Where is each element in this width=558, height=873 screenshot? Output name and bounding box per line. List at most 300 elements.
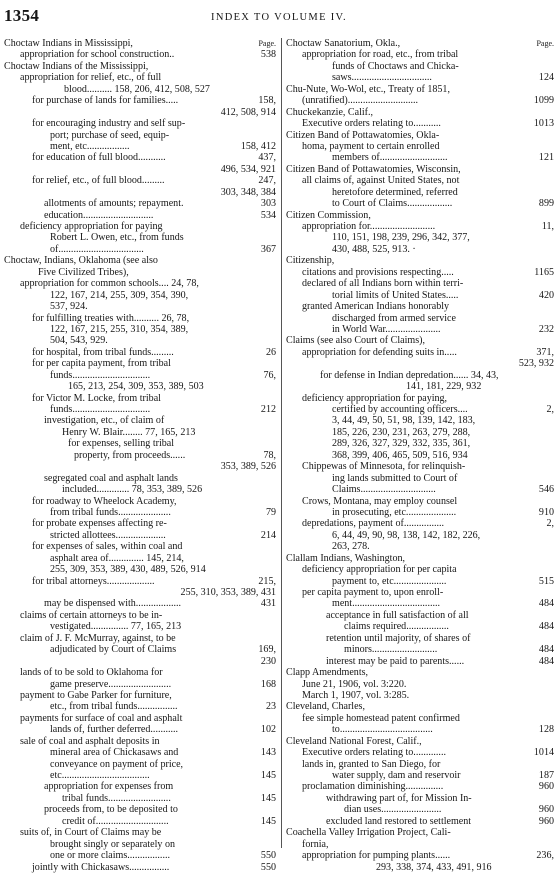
index-entry-line	[4, 221, 276, 232]
entry-text: claims of certain attorneys to be in-	[20, 609, 163, 621]
index-entry-line	[286, 576, 554, 587]
index-entry-line	[286, 95, 554, 106]
entry-text: segregated coal and asphalt lands	[44, 472, 178, 484]
entry-text: lands of to be sold to Oklahoma for	[20, 667, 163, 679]
index-entry-line	[4, 461, 276, 472]
page-reference: 515	[538, 575, 554, 587]
entry-text: allotments of amounts; repayment.	[44, 198, 184, 210]
entry-text: stricted allottees....................	[50, 529, 166, 541]
page-reference: 546	[538, 484, 554, 496]
entry-text: Choctaw Indians of the Mississippi,	[4, 60, 149, 72]
index-entry-line	[4, 701, 276, 712]
page-reference: 124	[538, 72, 554, 84]
entry-text: brought singly or separately on	[50, 838, 176, 850]
index-entry-line	[286, 324, 554, 335]
entry-text: for hospital, from tribal funds.........	[32, 346, 174, 358]
entry-text: in prosecuting, etc....................	[332, 506, 457, 518]
entry-text: depredations, payment of................	[302, 518, 445, 530]
entry-text: members of...........................	[332, 152, 448, 164]
index-entry-line	[4, 255, 276, 266]
index-entry-line	[4, 541, 276, 552]
index-entry-line	[286, 427, 554, 438]
entry-text: to.....................................	[332, 724, 433, 736]
entry-text: appropriation for expenses from	[44, 781, 174, 793]
page-reference: 145	[260, 770, 276, 781]
index-entry-line	[286, 473, 554, 484]
entry-text: for purchase of lands for families.....	[32, 95, 179, 107]
entry-text: claims required.................	[344, 621, 449, 633]
index-column-right	[286, 38, 554, 873]
index-entry-line	[4, 518, 276, 529]
index-entry-line	[4, 816, 276, 827]
index-entry-line	[286, 49, 554, 60]
page-reference: 484	[538, 655, 554, 667]
page-reference: 538	[260, 49, 276, 61]
page-reference: 960	[538, 781, 554, 793]
index-entry-line	[4, 644, 276, 655]
entry-text: appropriation for common schools.... 24, 78,	[20, 278, 199, 290]
index-entry-line	[4, 759, 276, 770]
page-reference: 214	[260, 529, 276, 541]
index-entry-line	[286, 793, 554, 804]
entry-text: game preserve.........................	[50, 678, 172, 690]
entry-text: etc...................................	[50, 770, 150, 781]
entry-text: 122, 167, 214, 255, 309, 354, 390,	[50, 289, 189, 301]
page-reference: 484	[538, 598, 554, 610]
entry-text: minors..........................	[344, 644, 438, 656]
index-entry-line	[4, 839, 276, 850]
entry-text: homa, payment to certain enrolled	[302, 140, 440, 152]
index-entry-line	[286, 736, 554, 747]
page-reference: 11,	[541, 221, 554, 232]
index-entry-line	[4, 370, 276, 381]
entry-text: proceeds from, to be deposited to	[44, 804, 178, 816]
index-entry-line	[4, 404, 276, 415]
entry-text: Executive orders relating to...........	[302, 118, 441, 130]
page-reference: 187	[538, 770, 554, 781]
index-entry-line	[4, 553, 276, 564]
entry-text: Citizen Band of Pottawatomies, Wisconsin,	[286, 163, 461, 175]
entry-text: in World War......................	[332, 323, 441, 335]
index-entry-line	[286, 381, 554, 392]
page-reference: 255, 310, 353, 389, 431	[180, 587, 276, 598]
index-entry-line	[4, 210, 276, 221]
entry-text: Chuckekanzie, Calif.,	[286, 106, 374, 118]
index-entry-line	[4, 38, 276, 49]
page-reference: 2,	[546, 518, 554, 530]
page-reference: 353, 389, 526	[220, 461, 276, 473]
index-entry-line	[4, 862, 276, 873]
page-reference: 899	[538, 198, 554, 210]
entry-text: funds of Choctaws and Chicka-	[332, 60, 459, 72]
index-entry-line	[286, 38, 554, 49]
entry-text: appropriation for school construction..	[20, 49, 175, 61]
index-entry-line	[286, 107, 554, 118]
entry-text: declared of all Indians born within terri-	[302, 278, 464, 290]
entry-text: Robert L. Owen, etc., from funds	[50, 232, 184, 244]
index-entry-line	[286, 484, 554, 495]
page-column-heading: Page.	[536, 39, 554, 48]
entry-text: certified by accounting officers....	[332, 404, 468, 415]
page-reference: 303	[260, 198, 276, 210]
entry-text: acceptance in full satisfaction of all	[326, 609, 469, 621]
entry-text: Choctaw Indians in Mississippi,	[4, 38, 133, 49]
entry-text: per capita payment to, upon enroll-	[302, 587, 444, 598]
entry-text: investigation, etc., of claim of	[44, 415, 165, 427]
entry-text: 122, 167, 215, 255, 310, 354, 389,	[50, 323, 189, 335]
index-entry-line	[286, 72, 554, 83]
index-entry-line	[286, 255, 554, 266]
entry-text: Citizen Band of Pottawatomies, Okla-	[286, 129, 440, 141]
entry-text: citations and provisions respecting.....	[302, 266, 454, 278]
entry-text: of..................................	[50, 243, 144, 255]
index-entry-line	[286, 713, 554, 724]
index-entry-line	[4, 324, 276, 335]
entry-text: Citizenship,	[286, 255, 335, 267]
entry-text: appropriation for pumping plants......	[302, 850, 451, 862]
entry-text: blood.......... 158, 206, 412, 508, 527	[64, 83, 210, 95]
entry-text: all claims of, against United States, not	[302, 175, 460, 187]
entry-text: discharged from armed service	[332, 312, 456, 324]
entry-text: 141, 181, 229, 932	[406, 381, 482, 393]
page-reference: 371,	[536, 346, 554, 358]
entry-text: Clallam Indians, Washington,	[286, 552, 405, 564]
index-entry-line	[286, 267, 554, 278]
index-entry-line	[4, 267, 276, 278]
page-header	[0, 4, 558, 28]
index-entry-line	[286, 679, 554, 690]
entry-text: Five Civilized Tribes),	[38, 266, 129, 278]
page-reference: 523, 932	[518, 358, 554, 370]
index-entry-line	[286, 759, 554, 770]
entry-text: for encouraging industry and self sup-	[32, 118, 186, 130]
entry-text: Cleveland National Forest, Calif.,	[286, 735, 422, 747]
entry-text: fee simple homestead patent confirmed	[302, 712, 460, 724]
page-reference: 145	[260, 815, 276, 827]
index-entry-line	[286, 496, 554, 507]
index-entry-line	[286, 450, 554, 461]
index-entry-line	[4, 187, 276, 198]
page-reference: 420	[538, 289, 554, 301]
entry-text: saws................................	[332, 72, 432, 84]
index-entry-line	[4, 610, 276, 621]
index-entry-line	[4, 118, 276, 129]
page-reference: 215,	[258, 575, 276, 587]
page-reference: 26	[265, 346, 276, 358]
index-entry-line	[286, 770, 554, 781]
entry-text: payment to Gabe Parker for furniture,	[20, 689, 172, 701]
entry-text: etc., from tribal funds................	[50, 701, 178, 713]
page-reference: 550	[260, 861, 276, 873]
entry-text: mineral area of Chickasaws and	[50, 747, 179, 759]
page-number: 1354	[4, 6, 40, 25]
page-reference: 431	[260, 598, 276, 610]
page-reference: 484	[538, 644, 554, 656]
index-entry-line	[4, 301, 276, 312]
page-reference: 1165	[534, 266, 554, 278]
index-entry-line	[286, 290, 554, 301]
entry-text: Chu-Nute, Wo-Wol, etc., Treaty of 1851,	[286, 83, 450, 95]
index-entry-line	[4, 793, 276, 804]
page-reference: 158,	[258, 95, 276, 107]
entry-text: June 21, 1906, vol. 3:220.	[302, 678, 407, 690]
entry-text: jointly with Chickasaws................	[32, 861, 170, 873]
entry-text: education............................	[44, 209, 154, 221]
index-entry-line	[286, 656, 554, 667]
entry-text: deficiency appropriation for paying,	[302, 392, 448, 404]
index-entry-line	[286, 553, 554, 564]
index-entry-line	[4, 278, 276, 289]
entry-text: Citizen Commission,	[286, 209, 371, 221]
index-entry-line	[4, 507, 276, 518]
page-reference: 303, 348, 384	[220, 186, 276, 198]
entry-text: 110, 151, 198, 239, 296, 342, 377,	[332, 232, 470, 244]
entry-text: payments for surface of coal and asphalt	[20, 712, 183, 724]
index-entry-line	[4, 690, 276, 701]
page-reference: 412, 508, 914	[220, 106, 276, 118]
entry-text: Choctaw, Indians, Oklahoma (see also	[4, 255, 158, 267]
index-entry-line	[4, 667, 276, 678]
index-entry-line	[4, 598, 276, 609]
entry-text: conveyance on payment of price,	[50, 758, 184, 770]
entry-text: 165, 213, 254, 309, 353, 389, 503	[68, 381, 204, 393]
index-entry-line	[4, 656, 276, 667]
index-entry-line	[286, 141, 554, 152]
index-entry-line	[4, 232, 276, 243]
index-entry-line	[4, 724, 276, 735]
index-entry-line	[4, 313, 276, 324]
index-entry-line	[4, 198, 276, 209]
page-reference: 960	[538, 804, 554, 816]
entry-text: lands in, granted to San Diego, for	[302, 758, 441, 770]
index-entry-line	[286, 701, 554, 712]
entry-text: 3, 44, 49, 50, 51, 98, 139, 142, 183,	[332, 415, 476, 427]
index-entry-line	[4, 427, 276, 438]
index-entry-line	[4, 438, 276, 449]
entry-text: funds...............................	[50, 369, 151, 381]
index-entry-line	[4, 576, 276, 587]
column-divider	[281, 38, 282, 848]
index-entry-line	[286, 198, 554, 209]
entry-text: Henry W. Blair........ 77, 165, 213	[62, 426, 196, 438]
entry-text: Executive orders relating to.............	[302, 747, 446, 759]
entry-text: payment to, etc.....................	[332, 575, 447, 587]
index-entry-line	[286, 827, 554, 838]
entry-text: Clapp Amendments,	[286, 667, 369, 679]
index-entry-line	[4, 347, 276, 358]
index-entry-line	[4, 84, 276, 95]
index-entry-line	[286, 61, 554, 72]
index-column-left	[4, 38, 276, 873]
index-entry-line	[4, 633, 276, 644]
index-entry-line	[286, 415, 554, 426]
entry-text: included............. 78, 353, 389, 526	[62, 484, 203, 496]
page-reference: 78,	[263, 449, 276, 461]
entry-text: Crows, Montana, may employ counsel	[302, 495, 458, 507]
page-reference: 496, 534, 921	[220, 163, 276, 175]
index-entry-line	[286, 564, 554, 575]
index-entry-line	[4, 587, 276, 598]
entry-text: appropriation for relief, etc., of full	[20, 72, 162, 84]
entry-text: excluded land restored to settlement	[326, 815, 472, 827]
index-entry-line	[286, 187, 554, 198]
running-title: INDEX TO VOLUME IV.	[211, 12, 347, 23]
index-entry-line	[4, 827, 276, 838]
entry-text: water supply, dam and reservoir	[332, 770, 461, 781]
page-column-heading: Page.	[258, 39, 276, 48]
page-reference: 960	[538, 815, 554, 827]
entry-text: 289, 326, 327, 329, 332, 335, 361,	[332, 438, 471, 450]
page-reference: 145	[260, 792, 276, 804]
index-entry-line	[4, 804, 276, 815]
page-reference: 437,	[258, 152, 276, 164]
page-reference: 367	[260, 243, 276, 255]
entry-text: ment...................................	[332, 598, 440, 610]
entry-text: deficiency appropriation for paying	[20, 221, 163, 232]
entry-text: appropriation for defending suits in.....	[302, 346, 457, 358]
index-entry-line	[286, 667, 554, 678]
index-entry-line	[286, 816, 554, 827]
index-entry-line	[286, 781, 554, 792]
entry-text: appropriation for road, etc., from tribal	[302, 49, 459, 61]
index-entry-line	[286, 747, 554, 758]
entry-text: for education of full blood...........	[32, 152, 166, 164]
entry-text: for Victor M. Locke, from tribal	[32, 392, 161, 404]
entry-text: for expenses of sales, within coal and	[32, 541, 183, 553]
entry-text: may be dispensed with..................	[44, 598, 182, 610]
entry-text: one or more claims.................	[50, 850, 170, 862]
entry-text: Claims (see also Court of Claims),	[286, 335, 425, 347]
index-entry-line	[286, 244, 554, 255]
entry-text: dian uses........................	[344, 804, 442, 816]
entry-text: for expenses, selling tribal	[68, 438, 175, 450]
entry-text: for relief, etc., of full blood.........	[32, 175, 165, 187]
entry-text: fornia,	[302, 838, 329, 850]
entry-text: 255, 309, 353, 389, 430, 489, 526, 914	[50, 564, 206, 576]
page-reference: 121	[538, 152, 554, 164]
index-entry-line	[4, 473, 276, 484]
index-entry-line	[286, 210, 554, 221]
page-reference: 169,	[258, 644, 276, 656]
entry-text: credit of.............................	[62, 815, 169, 827]
index-entry-line	[286, 438, 554, 449]
entry-text: 430, 488, 525, 913. ·	[332, 243, 416, 255]
page-reference: 550	[260, 850, 276, 862]
entry-text: 368, 399, 406, 465, 509, 516, 934	[332, 449, 468, 461]
index-entry-line	[4, 747, 276, 758]
index-entry-line	[4, 61, 276, 72]
index-entry-line	[286, 621, 554, 632]
index-entry-line	[4, 621, 276, 632]
entry-text: funds...............................	[50, 404, 151, 415]
index-entry-line	[4, 290, 276, 301]
index-entry-line	[286, 804, 554, 815]
entry-text: for roadway to Wheelock Academy,	[32, 495, 177, 507]
entry-text: 263, 278.	[332, 541, 370, 553]
entry-text: 293, 338, 374, 433, 491, 916	[376, 861, 492, 873]
index-entry-line	[4, 530, 276, 541]
index-entry-line	[4, 152, 276, 163]
index-entry-line	[286, 518, 554, 529]
index-entry-line	[286, 84, 554, 95]
index-entry-line	[4, 393, 276, 404]
page-reference: 23	[265, 701, 276, 713]
entry-text: claim of J. F. McMurray, against, to be	[20, 632, 176, 644]
entry-text: to Court of Claims..................	[332, 198, 453, 210]
entry-text: from tribal funds.....................	[50, 506, 171, 518]
index-entry-line	[286, 839, 554, 850]
entry-text: adjudicated by Court of Claims	[50, 644, 177, 656]
entry-text: retention until majority, of shares of	[326, 632, 471, 644]
index-entry-line	[286, 507, 554, 518]
entry-text: March 1, 1907, vol. 3:285.	[302, 689, 410, 701]
index-entry-line	[4, 736, 276, 747]
page-reference: 128	[538, 724, 554, 736]
index-entry-line	[4, 713, 276, 724]
entry-text: Claims..............................	[332, 484, 436, 496]
entry-text: for per capita payment, from tribal	[32, 358, 171, 370]
page-reference: 236,	[536, 850, 554, 862]
entry-text: for tribal attorneys...................	[32, 575, 155, 587]
index-entry-line	[4, 72, 276, 83]
entry-text: (unratified)............................	[302, 95, 419, 107]
index-entry-line	[286, 232, 554, 243]
entry-text: 185, 226, 230, 231, 263, 279, 288,	[332, 426, 471, 438]
index-entry-line	[4, 358, 276, 369]
entry-text: 537, 924.	[50, 301, 88, 313]
index-entry-line	[4, 564, 276, 575]
index-entry-line	[4, 781, 276, 792]
index-entry-line	[286, 347, 554, 358]
page-reference: 232	[538, 323, 554, 335]
entry-text: ment, etc.................	[50, 140, 130, 152]
index-entry-line	[286, 610, 554, 621]
index-entry-line	[286, 370, 554, 381]
index-entry-line	[286, 118, 554, 129]
entry-text: interest may be paid to parents......	[326, 655, 465, 667]
index-entry-line	[286, 530, 554, 541]
entry-text: appropriation for..........................	[302, 221, 436, 232]
index-entry-line	[4, 415, 276, 426]
entry-text: torial limits of United States.....	[332, 289, 459, 301]
index-entry-line	[286, 587, 554, 598]
index-entry-line	[286, 724, 554, 735]
index-entry-line	[4, 770, 276, 781]
index-entry-line	[286, 358, 554, 369]
index-entry-line	[4, 496, 276, 507]
entry-text: 6, 44, 49, 90, 98, 138, 142, 182, 226,	[332, 529, 481, 541]
index-entry-line	[286, 461, 554, 472]
index-entry-line	[286, 278, 554, 289]
page-reference: 168	[260, 678, 276, 690]
index-entry-line	[286, 690, 554, 701]
index-entry-line	[4, 95, 276, 106]
entry-text: Choctaw Sanatorium, Okla.,	[286, 38, 401, 49]
index-entry-line	[4, 130, 276, 141]
index-entry-line	[286, 335, 554, 346]
page-reference: 247,	[258, 175, 276, 187]
entry-text: property, from proceeds......	[74, 449, 186, 461]
index-entry-line	[286, 175, 554, 186]
page-reference: 1013	[533, 118, 554, 130]
index-entry-line	[286, 541, 554, 552]
index-entry-line	[286, 130, 554, 141]
entry-text: suits of, in Court of Claims may be	[20, 827, 162, 839]
index-entry-line	[4, 164, 276, 175]
index-entry-line	[286, 313, 554, 324]
index-entry-line	[4, 107, 276, 118]
page-reference: 1014	[533, 747, 554, 759]
